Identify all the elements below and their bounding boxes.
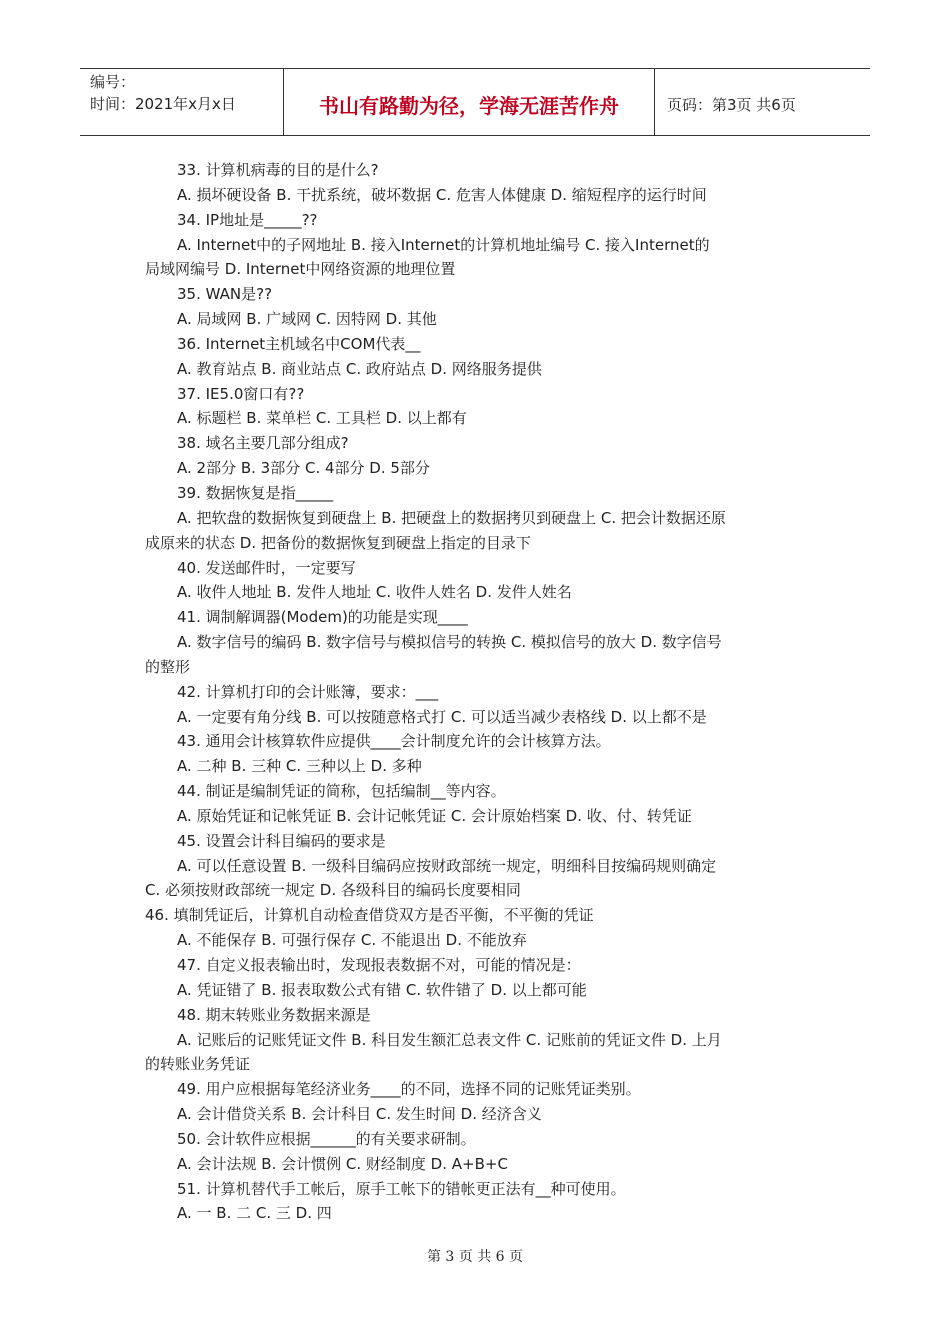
text-line: A. 标题栏 B. 菜单栏 C. 工具栏 D. 以上都有	[177, 409, 467, 428]
header-date-label: 时间：2021年x月x日	[90, 95, 236, 113]
text-line: A. 收件人地址 B. 发件人地址 C. 收件人姓名 D. 发件人姓名	[177, 583, 572, 602]
text-line: A. 数字信号的编码 B. 数字信号与模拟信号的转换 C. 模拟信号的放大 D. 数字信号	[177, 633, 722, 652]
text-line: A. 把软盘的数据恢复到硬盘上 B. 把硬盘上的数据拷贝到硬盘上 C. 把会计数据还原	[177, 508, 726, 527]
header-number-label: 编号：	[90, 73, 136, 91]
text-line: A. 二种 B. 三种 C. 三种以上 D. 多种	[177, 757, 422, 776]
text-line: 51. 计算机替代手工帐后，原手工帐下的错帐更正法有__种可使用。	[177, 1179, 626, 1198]
text-line: A. 一定要有角分线 B. 可以按随意格式打 C. 可以适当减少表格线 D. 以上都不是	[177, 707, 707, 726]
text-line: 47. 自定义报表输出时，发现报表数据不对，可能的情况是：	[177, 956, 581, 974]
header-page-label: 页码：第3页 共6页	[667, 95, 796, 114]
text-line: 36. Internet主机域名中COM代表__	[177, 334, 421, 353]
text-line: A. 2部分 B. 3部分 C. 4部分 D. 5部分	[177, 459, 430, 478]
text-line: A. 不能保存 B. 可强行保存 C. 不能退出 D. 不能放弃	[177, 931, 527, 950]
text-line: A. 教育站点 B. 商业站点 C. 政府站点 D. 网络服务提供	[177, 359, 542, 378]
text-line: 33. 计算机病毒的目的是什么?	[177, 161, 379, 179]
text-line: 35. WAN是??	[177, 285, 273, 304]
text-line: A. 会计借贷关系 B. 会计科目 C. 发生时间 D. 经济含义	[177, 1105, 542, 1124]
text-line: 43. 通用会计核算软件应提供____会计制度允许的会计核算方法。	[177, 732, 611, 751]
text-line: 34. IP地址是_____??	[177, 210, 318, 229]
text-line: 38. 域名主要几部分组成?	[177, 434, 349, 453]
text-line: 50. 会计软件应根据______的有关要求研制。	[177, 1129, 476, 1148]
text-line: A. Internet中的子网地址 B. 接入Internet的计算机地址编号 C. 接入Internet的	[177, 235, 710, 254]
text-line: A. 损坏硬设备 B. 干扰系统，破坏数据 C. 危害人体健康 D. 缩短程序的运行时间	[177, 185, 707, 204]
text-line: 成原来的状态 D. 把备份的数据恢复到硬盘上指定的目录下	[145, 533, 531, 552]
text-line: A. 一 B. 二 C. 三 D. 四	[177, 1204, 332, 1223]
page-footer: 第 3 页 共 6 页	[426, 1249, 524, 1265]
header-meta	[80, 69, 283, 135]
text-line: 41. 调制解调器(Modem)的功能是实现____	[177, 608, 468, 627]
text-line: 46. 填制凭证后，计算机自动检查借贷双方是否平衡，不平衡的凭证	[145, 906, 594, 925]
text-line: 37. IE5.0窗口有??	[177, 384, 305, 403]
text-line: A. 会计法规 B. 会计惯例 C. 财经制度 D. A+B+C	[177, 1154, 508, 1173]
text-line: A. 原始凭证和记帐凭证 B. 会计记帐凭证 C. 会计原始档案 D. 收、付、转凭证	[177, 806, 692, 825]
text-line: 的转账业务凭证	[145, 1055, 251, 1074]
page-header	[80, 68, 870, 136]
text-line: 48. 期末转账业务数据来源是	[177, 1005, 371, 1024]
question-list	[145, 158, 805, 1226]
text-line: A. 记账后的记账凭证文件 B. 科目发生额汇总表文件 C. 记账前的凭证文件 D. 上月	[177, 1030, 722, 1049]
header-motto: 书山有路勤为径，学海无涯苦作舟	[283, 69, 655, 135]
text-line: A. 可以任意设置 B. 一级科目编码应按财政部统一规定，明细科目按编码规则确定	[177, 856, 717, 875]
text-line: 39. 数据恢复是指_____	[177, 483, 334, 502]
text-line: 49. 用户应根据每笔经济业务____的不同，选择不同的记账凭证类别。	[177, 1080, 641, 1099]
text-line: 40. 发送邮件时，一定要写	[177, 558, 356, 577]
text-line: 局域网编号 D. Internet中网络资源的地理位置	[145, 260, 456, 279]
text-line: 42. 计算机打印的会计账簿，要求：___	[177, 682, 439, 701]
text-line: 44. 制证是编制凭证的简称，包括编制__等内容。	[177, 782, 506, 801]
text-line: 45. 设置会计科目编码的要求是	[177, 831, 386, 850]
text-line: C. 必须按财政部统一规定 D. 各级科目的编码长度要相同	[145, 881, 521, 900]
text-line: A. 局域网 B. 广域网 C. 因特网 D. 其他	[177, 310, 437, 329]
text-line: A. 凭证错了 B. 报表取数公式有错 C. 软件错了 D. 以上都可能	[177, 980, 587, 999]
text-line: 的整形	[145, 657, 191, 676]
